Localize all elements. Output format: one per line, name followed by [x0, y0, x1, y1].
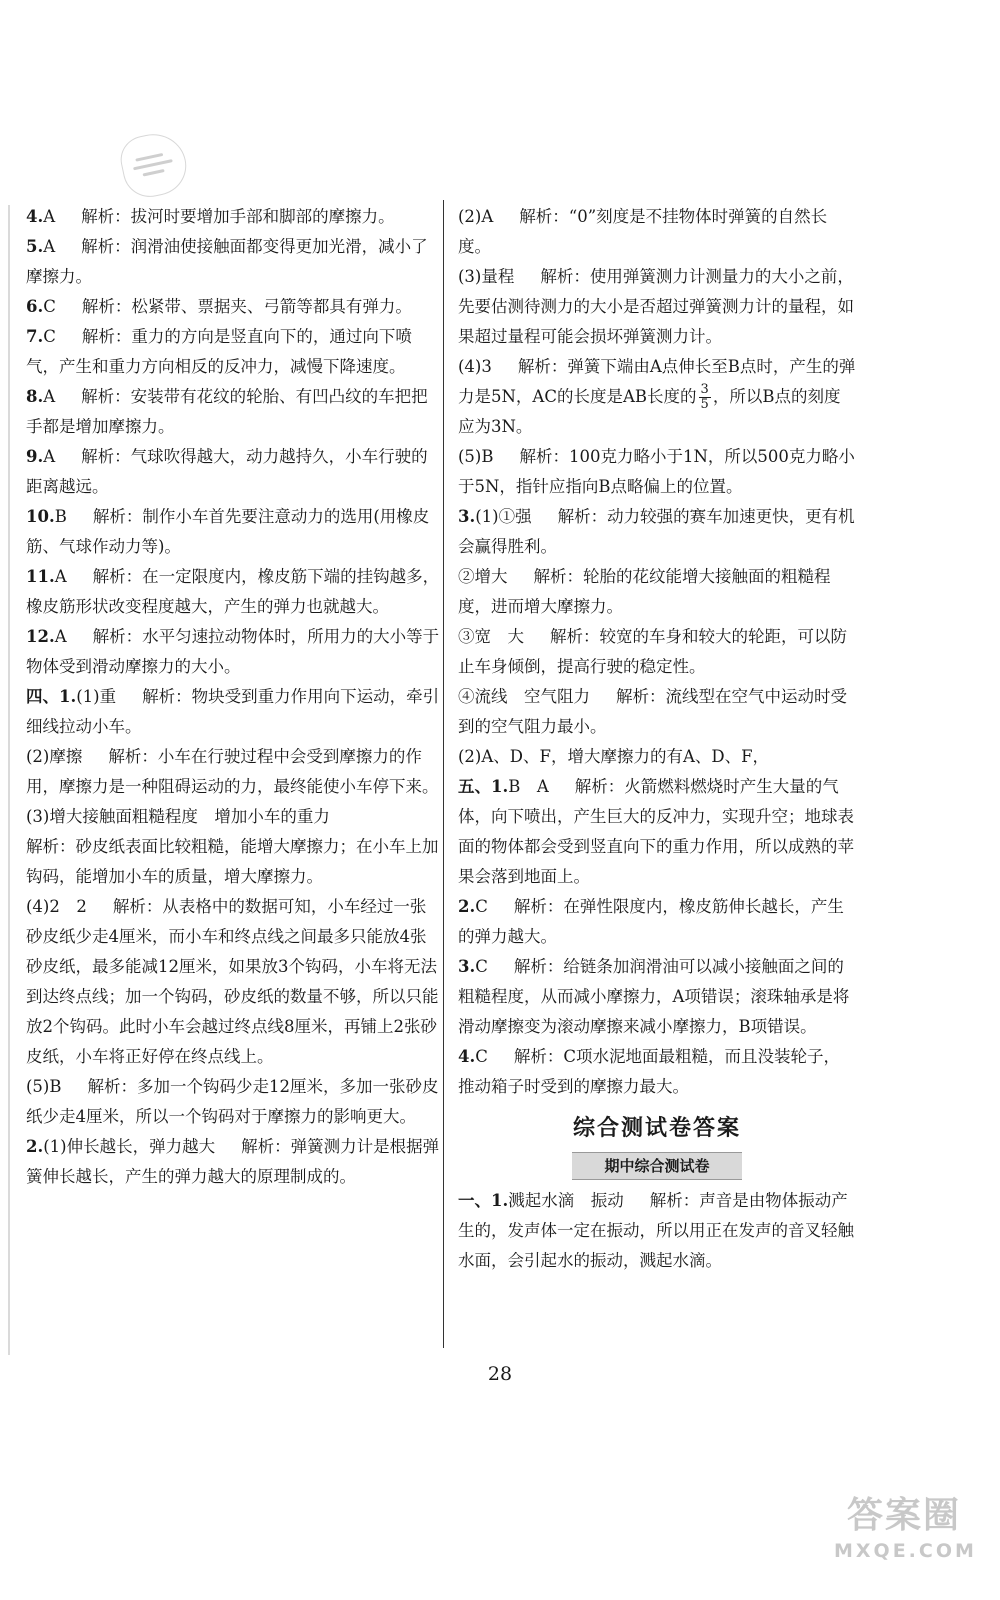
sub-heading: 期中综合测试卷	[572, 1152, 742, 1180]
answer-item: (2)A 解析：“0”刻度是不挂物体时弹簧的自然长度。	[458, 207, 828, 256]
answer-item: (2)摩擦 解析：小车在行驶过程中会受到摩擦力的作用，摩擦力是一种阻碍运动的力，最终能使小车停下来。	[26, 747, 439, 796]
answer-item: 五、1.B A 解析：火箭燃料燃烧时产生大量的气体，向下喷出，产生巨大的反冲力，实现升空；地球表面的物体都会受到竖直向下的重力作用，所以成熟的苹果会落到地面上。	[458, 777, 854, 886]
answer-item: 4.A 解析：拔河时要增加手部和脚部的摩擦力。	[26, 207, 395, 226]
left-column	[26, 202, 442, 1192]
answer-item: 3.C 解析：给链条加润滑油可以减小接触面之间的粗糙程度，从而减小摩擦力，A项错误；滚珠轴承是将滑动摩擦变为滚动摩擦来减小摩擦力，B项错误。	[458, 957, 850, 1036]
answer-item: 2.(1)伸长越长，弹力越大 解析：弹簧测力计是根据弹簧伸长越长，产生的弹力越大的原理制成的。	[26, 1137, 440, 1186]
answer-item: 解析：砂皮纸表面比较粗糙，能增大摩擦力；在小车上加钩码，能增加小车的质量，增大摩擦力。	[26, 837, 439, 886]
answer-item: 一、1.溅起水滴 振动 解析：声音是由物体振动产生的，发声体一定在振动，所以用正在发声的音叉轻触水面，会引起水的振动，溅起水滴。	[458, 1191, 854, 1270]
answer-item: 3.(1)①强 解析：动力较强的赛车加速更快，更有机会赢得胜利。	[458, 507, 855, 556]
answer-item: 9.A 解析：气球吹得越大，动力越持久，小车行驶的距离越远。	[26, 447, 428, 496]
right-column	[458, 202, 856, 1276]
answer-item: (3)量程 解析：使用弹簧测力计测量力的大小之前，先要估测待测力的大小是否超过弹簧测力计的量程，如果超过量程可能会损坏弹簧测力计。	[458, 267, 854, 346]
answer-item: 7.C 解析：重力的方向是竖直向下的，通过向下喷气，产生和重力方向相反的反冲力，减慢下降速度。	[26, 327, 412, 376]
answer-item: 2.C 解析：在弹性限度内，橡皮筋伸长越长，产生的弹力越大。	[458, 897, 844, 946]
answer-item: (4)3 解析：弹簧下端由A点伸长至B点时，产生的弹力是5N，AC的长度是AB长度的 $\frac{3}{5}$ ，所以B点的刻度应为3N。	[458, 357, 856, 436]
fraction: $\frac{3}{5}$	[700, 382, 709, 412]
answer-item: 12.A 解析：水平匀速拉动物体时，所用力的大小等于物体受到滑动摩擦力的大小。	[26, 627, 440, 676]
answer-item: (5)B 解析：多加一个钩码少走12厘米，多加一张砂皮纸少走4厘米，所以一个钩码对于摩擦力的影响更大。	[26, 1077, 439, 1126]
answer-item: 6.C 解析：松紧带、票据夹、弓箭等都具有弹力。	[26, 297, 412, 316]
answer-item: (2)A、D、F，增大摩擦力的有A、D、F，	[458, 747, 770, 766]
column-divider	[443, 200, 444, 1348]
watermark-logo: 答案圈 MXQE.COM	[834, 1495, 977, 1562]
round-stamp	[116, 128, 191, 202]
answer-item: 10.B 解析：制作小车首先要注意动力的选用(用橡皮筋、气球作动力等)。	[26, 507, 430, 556]
answer-item: 8.A 解析：安装带有花纹的轮胎、有凹凸纹的车把把手都是增加摩擦力。	[26, 387, 428, 436]
answer-item: ④流线 空气阻力 解析：流线型在空气中运动时受到的空气阻力最小。	[458, 687, 847, 736]
answer-item: 11.A 解析：在一定限度内，橡皮筋下端的挂钩越多，橡皮筋形状改变程度越大，产生的弹力也就越大。	[26, 567, 440, 616]
page-number: 28	[487, 1363, 513, 1385]
answer-item: 5.A 解析：润滑油使接触面都变得更加光滑，减小了摩擦力。	[26, 237, 428, 286]
answer-item: (5)B 解析：100克力略小于1N，所以500克力略小于5N，指针应指向B点略偏上的位置。	[458, 447, 855, 496]
answer-item: (4)2 2 解析：从表格中的数据可知，小车经过一张砂皮纸少走4厘米，而小车和终点线之间最多只能放4张砂皮纸，最多能减12厘米，如果放3个钩码，小车将无法到达终点线；加一个钩码，砂皮纸的数量不够，所以只能放2个钩码。此时小车会越过终点线8厘米，再铺上2张砂皮纸，小车将正好停在终点线上。	[26, 897, 439, 1066]
answer-item: 4.C 解析：C项水泥地面最粗糙，而且没装轮子，推动箱子时受到的摩擦力最大。	[458, 1047, 840, 1096]
answer-item: (3)增大接触面粗糙程度 增加小车的重力	[26, 807, 330, 826]
answer-item: 四、1.(1)重 解析：物块受到重力作用向下运动，牵引细线拉动小车。	[26, 687, 440, 736]
answer-item: ②增大 解析：轮胎的花纹能增大接触面的粗糙程度，进而增大摩擦力。	[458, 567, 831, 616]
answer-item: ③宽 大 解析：较宽的车身和较大的轮距，可以防止车身倾倒，提高行驶的稳定性。	[458, 627, 847, 676]
section-heading: 综合测试卷答案	[572, 1116, 741, 1141]
binding-margin-line	[8, 205, 10, 1355]
